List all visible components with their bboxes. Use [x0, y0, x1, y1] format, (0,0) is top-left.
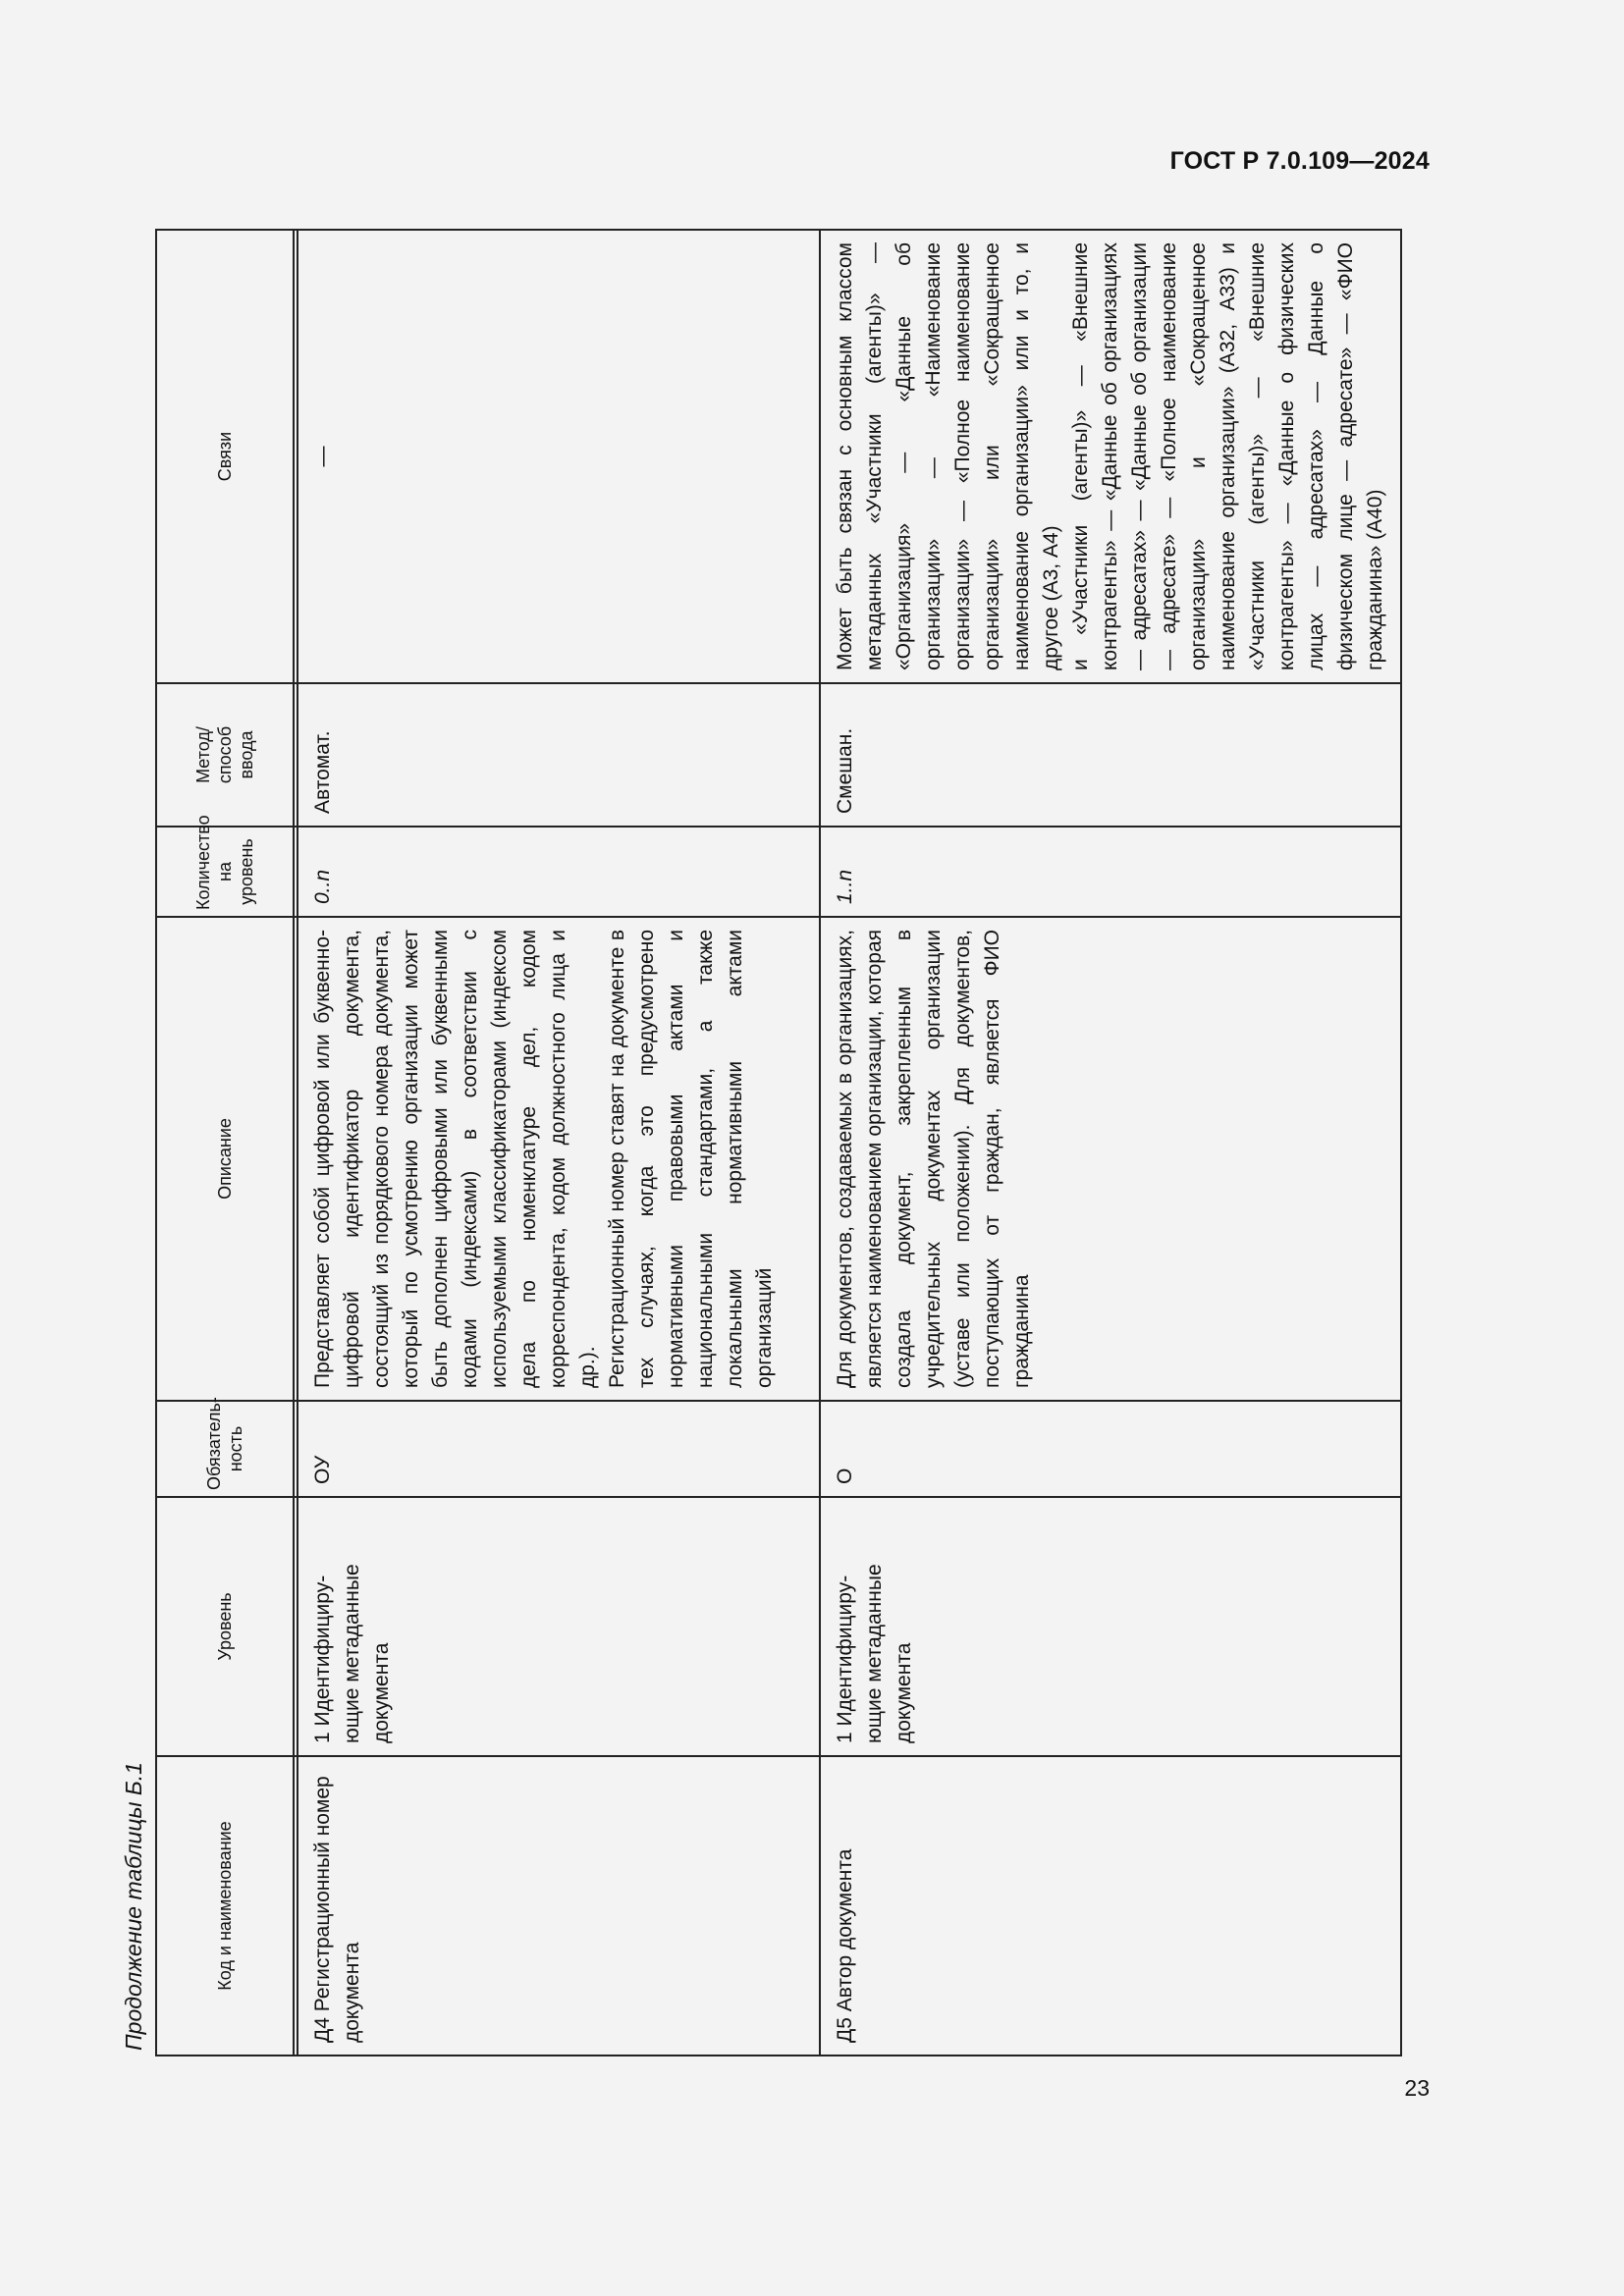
table-row	[298, 230, 820, 2056]
header-method	[156, 683, 294, 827]
cell-code: Д4 Регистрационный номер документа	[298, 1756, 820, 2056]
header-description: Описание	[156, 917, 294, 1401]
cell-level-text: 1 Идентифициру- ющие метаданные документа	[311, 1564, 393, 1743]
cell-method: Автомат.	[298, 683, 820, 827]
header-obligation-text: Обязатель- ность	[204, 1397, 245, 1490]
metadata-table	[155, 229, 1402, 2056]
header-obligation	[156, 1397, 294, 1497]
cell-level-text: 1 Идентифициру- ющие метаданные документа	[834, 1564, 915, 1743]
cell-relations-text: Может быть связан с основным классом метаданных «Участники (агенты)» — «Организация» — «Данные об организации» — «Наименование организации» — «Полное наименование организации» или «Сокращенное наименование организации» или и то, и другое (А3, А4) и «Участники (агенты)» — «Внешние контрагенты» — «Данные об организациях — адресатах» — «Данные об организации — адресате» — «Полное наименование организации» и «Сокращенное наименование организации» (А32, А33) и «Участники (агенты)» — «Внешние контрагенты» — «Данные о физических лицах — адресатах» — Данные о физическом лице — адресате» — «ФИО гражданина» (А40)	[834, 242, 1386, 670]
header-relations: Связи	[156, 230, 294, 683]
header-method-text: Метод/ способ ввода	[193, 725, 256, 784]
cell-description: Для документов, создаваемых в организациях, является наименованием организации, которая создала документ, закрепленным в учредительных документах организации (уставе или положении). Для документов, поступающих от граждан, является ФИО гражданина	[820, 917, 1401, 1401]
cell-quantity: 1..n	[820, 827, 1401, 917]
header-code: Код и наименование	[156, 1756, 294, 2056]
header-level: Уровень	[156, 1497, 294, 1756]
header-quantity	[156, 815, 294, 917]
cell-description-text: Представляет собой цифровой или буквенно-цифровой идентификатор документа, состоящий из порядкового номера документа, который по усмотрению организации может быть дополнен цифровыми или буквенными кодами (индексами) в соответствии с используемыми классификаторами (индексом дела по номенклатуре дел, кодом корреспондента, кодом должностного лица и др.). Регистрационный номер ставят на документе в тех случаях, когда это предусмотрено нормативными правовыми актами и национальными стандартами, а также локальными нормативными актами организаций	[311, 930, 776, 1388]
page-number: 23	[1404, 2075, 1430, 2101]
cell-method: Смешан.	[820, 683, 1401, 827]
cell-quantity: 0..n	[298, 827, 820, 917]
table-header-row	[156, 230, 294, 2056]
table-row	[820, 230, 1401, 2056]
cell-relations: —	[298, 230, 820, 683]
cell-obligation: О	[820, 1401, 1401, 1497]
cell-level	[298, 1497, 820, 1756]
table-caption: Продолжение таблицы Б.1	[121, 1762, 146, 2051]
cell-code: Д5 Автор документа	[820, 1756, 1401, 2056]
header-quantity-text: Количество на уровень	[193, 815, 256, 910]
cell-description	[298, 917, 820, 1401]
document-code: ГОСТ Р 7.0.109—2024	[1169, 147, 1430, 175]
cell-relations	[820, 230, 1401, 683]
rotated-table-container	[112, 231, 1394, 2056]
cell-obligation: ОУ	[298, 1401, 820, 1497]
cell-level	[820, 1497, 1401, 1756]
